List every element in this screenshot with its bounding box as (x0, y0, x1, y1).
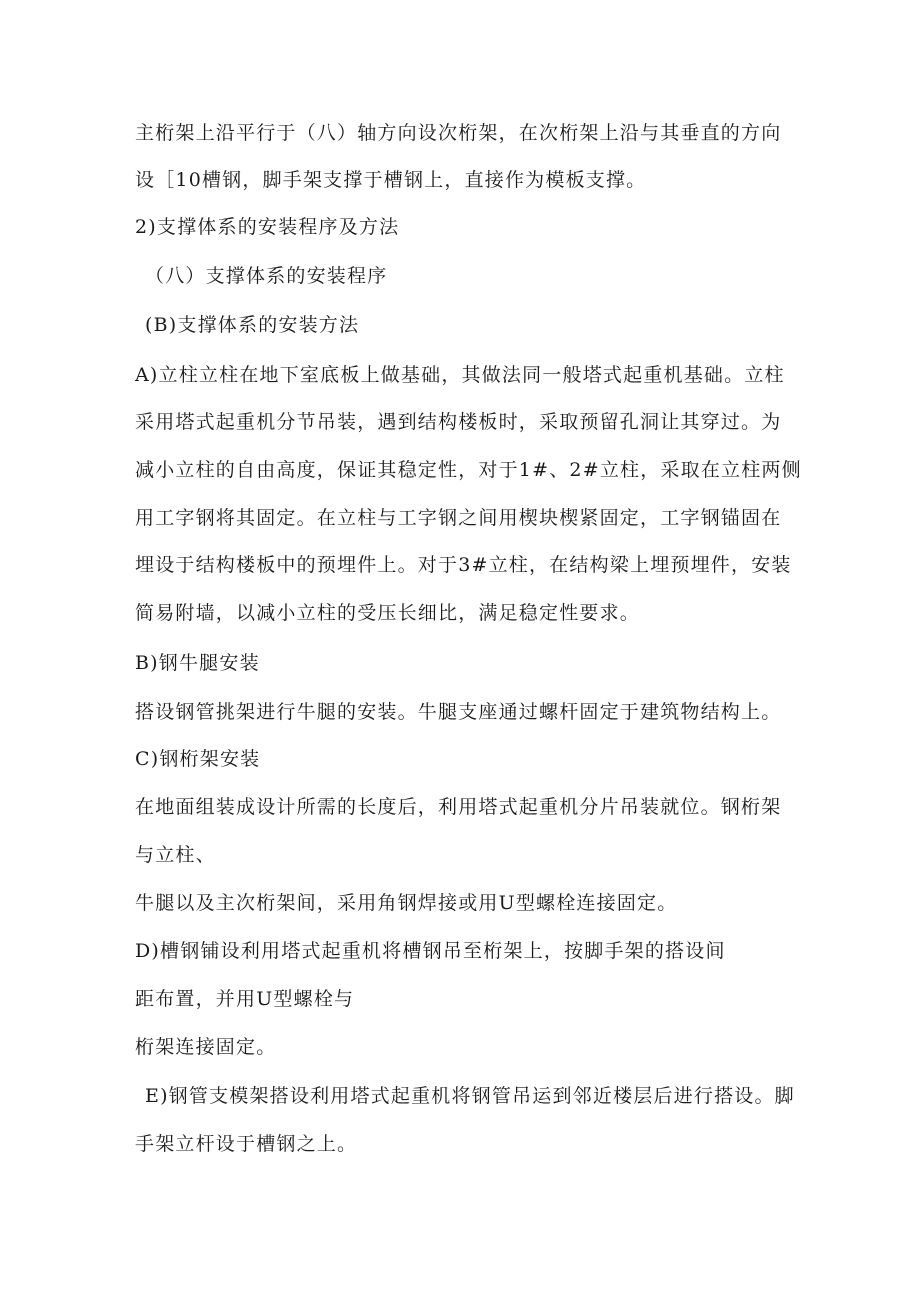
text-line: B)钢牛腿安装 (135, 652, 260, 674)
text-line: 牛腿以及主次桁架间，采用角钢焊接或用U型螺栓连接固定。 (135, 892, 678, 914)
text-line: 手架立杆设于槽钢之上。 (135, 1133, 358, 1155)
text-line: 简易附墙，以减小立柱的受压长细比，满足稳定性要求。 (135, 602, 641, 624)
text-line: 桁架连接固定。 (135, 1036, 277, 1058)
text-line: 采用塔式起重机分节吊装，遇到结构楼板时，采取预留孔洞让其穿过。为 (135, 411, 782, 433)
text-line: 距布置，并用U型螺栓与 (135, 988, 355, 1010)
text-line: E)钢管支模架搭设利用塔式起重机将钢管吊运到邻近楼层后进行搭设。脚 (145, 1085, 795, 1107)
text-line: (B)支撑体系的安装方法 (145, 314, 360, 336)
text-line: 在地面组装成设计所需的长度后，利用塔式起重机分片吊装就位。钢桁架 (135, 796, 782, 818)
text-line: 减小立柱的自由高度，保证其稳定性，对于1#、2#立柱，采取在立柱两侧 (135, 459, 802, 481)
text-line: C)钢桁架安装 (135, 748, 261, 770)
text-line: 设［10槽钢，脚手架支撑于槽钢上，直接作为模板支撑。 (135, 169, 647, 191)
text-line: 搭设钢管挑架进行牛腿的安装。牛腿支座通过螺杆固定于建筑物结构上。 (135, 701, 782, 723)
text-line: 与立柱、 (135, 844, 216, 866)
text-line: 用工字钢将其固定。在立柱与工字钢之间用楔块楔紧固定，工字钢锚固在 (135, 507, 782, 529)
text-line: 主桁架上沿平行于（八）轴方向设次桁架，在次桁架上沿与其垂直的方向 (135, 122, 782, 144)
text-line: （八）支撑体系的安装程序 (145, 265, 388, 287)
text-line: D)槽钢铺设利用塔式起重机将槽钢吊至桁架上，按脚手架的搭设间 (135, 940, 726, 962)
text-line: A)立柱立柱在地下室底板上做基础，其做法同一般塔式起重机基础。立柱 (135, 364, 785, 386)
text-line: 埋设于结构楼板中的预埋件上。对于3#立柱，在结构梁上埋预埋件，安装 (135, 554, 792, 576)
text-line: 2)支撑体系的安装程序及方法 (135, 216, 400, 238)
